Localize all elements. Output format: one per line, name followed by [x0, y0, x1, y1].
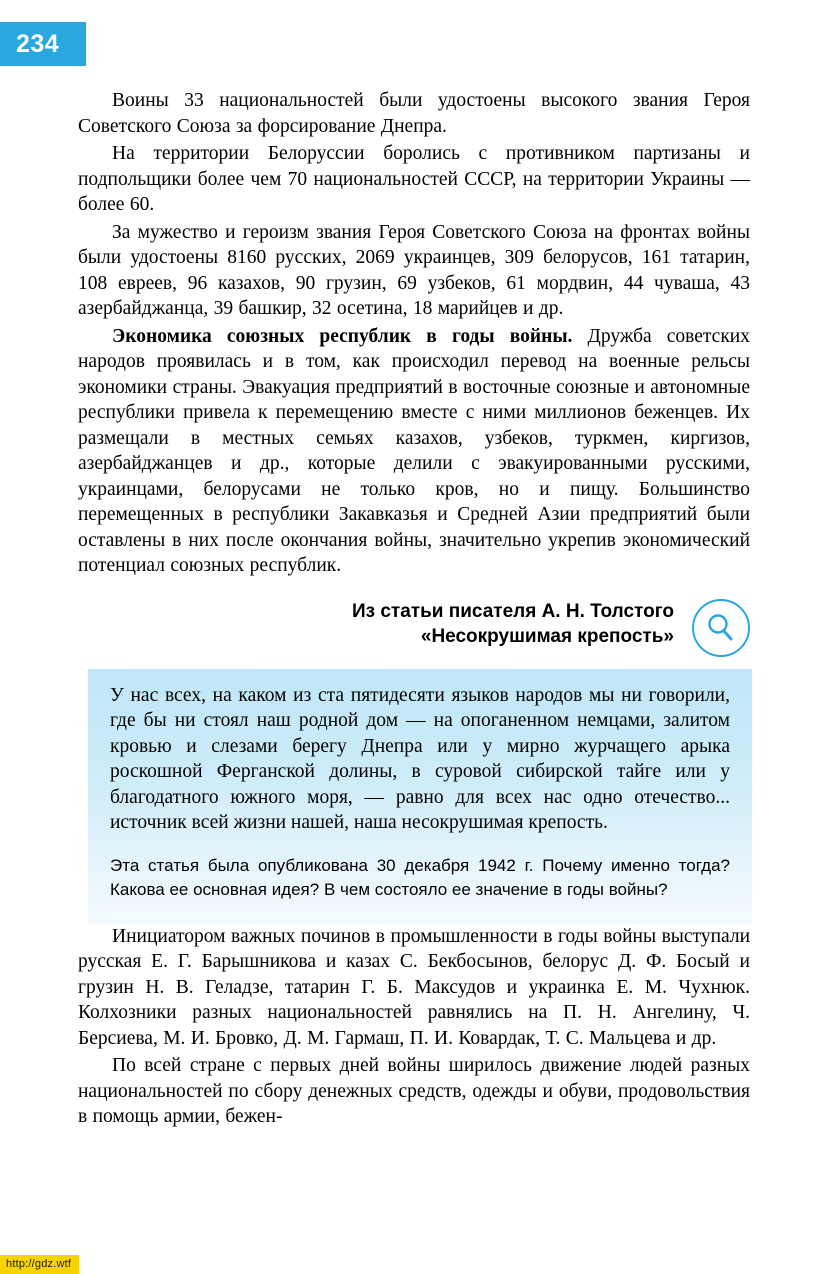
paragraph: Воины 33 национальностей были удостоены высокого звания Героя Советского Союза за форсирование Днепра. [78, 90, 750, 137]
source-heading-line-1: Из статьи писателя А. Н. Толстого [351, 600, 674, 622]
paragraph: За мужество и героизм звания Героя Советского Союза на фронтах войны были удостоены 8160 русских, 2069 украинцев, 309 белорусов, 161 татарин, 108 евреев, 96 казахов, 90 грузин, 69 узбеков, 61 мордвин, 44 чуваша, 43 азербайджанца, 39 башкир, 32 осетина, 18 марийцев и др. [78, 221, 750, 319]
paragraph-economy [78, 324, 750, 579]
quote-question: Эта статья была опубликована 30 декабря 1942 г. Почему именно тогда? Какова ее основная идея? В чем состояло ее значение в годы войны? [110, 855, 730, 899]
paragraph-text: Дружба советских народов проявилась и в том, как происходил перевод на военные рельсы экономики страны. Эвакуация предприятий в восточные союзные и автономные республики привела к перемещению вместе с ними миллионов беженцев. Их размещали в местных семьях казахов, узбеков, туркмен, киргизов, азербайджанцев и др., которые делили с эвакуированными русскими, украинцами, белорусами не только кров, но и пищу. Большинство перемещенных в республики Закавказья и Средней Азии предприятий были оставлены в них после окончания войны, значительно укрепив экономический потенциал союзных республик. [78, 325, 750, 576]
quote-text: У нас всех, на каком из ста пятидесяти языков народов мы ни говорили, где бы ни стоял наш родной дом — на опоганенном немцами, залитом кровью и слезами берегу Днепра или у мирно журчащего арыка роскошной Ферганской долины, в суровой сибирской тайге или у благодатного южного моря, — равно для всех нас одно отечество... источник всей жизни нашей, наша несокрушимая крепость. [110, 684, 730, 833]
magnifier-icon [692, 599, 750, 657]
source-heading [78, 599, 750, 661]
source-heading-line-2: «Несокрушимая крепость» [420, 625, 674, 647]
paragraph: По всей стране с первых дней войны ширилось движение людей разных национальностей по сбору денежных средств, одежды и обуви, продовольствия в помощь армии, бежен- [78, 1055, 750, 1127]
paragraph-lead-in: Экономика союзных республик в годы войны. [112, 325, 573, 347]
paragraph: На территории Белоруссии боролись с противником партизаны и подпольщики более чем 70 национальностей СССР, на территории Украины — более 60. [78, 143, 750, 215]
quote-box [88, 669, 752, 924]
page-content [78, 88, 750, 1130]
page-number-badge: 234 [0, 22, 86, 66]
paragraph: Инициатором важных починов в промышленности в годы войны выступали русская Е. Г. Барышникова и казах С. Бекбосынов, белорус Д. Ф. Босый и грузин Н. В. Геладзе, татарин Г. Б. Максудов и украинка Е. М. Чухнюк. Колхозники разных национальностей равнялись на П. Н. Ангелину, Ч. Берсиева, М. И. Бровко, Д. М. Гармаш, П. И. Ковардак, Т. С. Мальцева и др. [78, 925, 750, 1049]
source-heading-text [352, 599, 674, 649]
watermark-link[interactable]: http://gdz.wtf [0, 1255, 79, 1274]
